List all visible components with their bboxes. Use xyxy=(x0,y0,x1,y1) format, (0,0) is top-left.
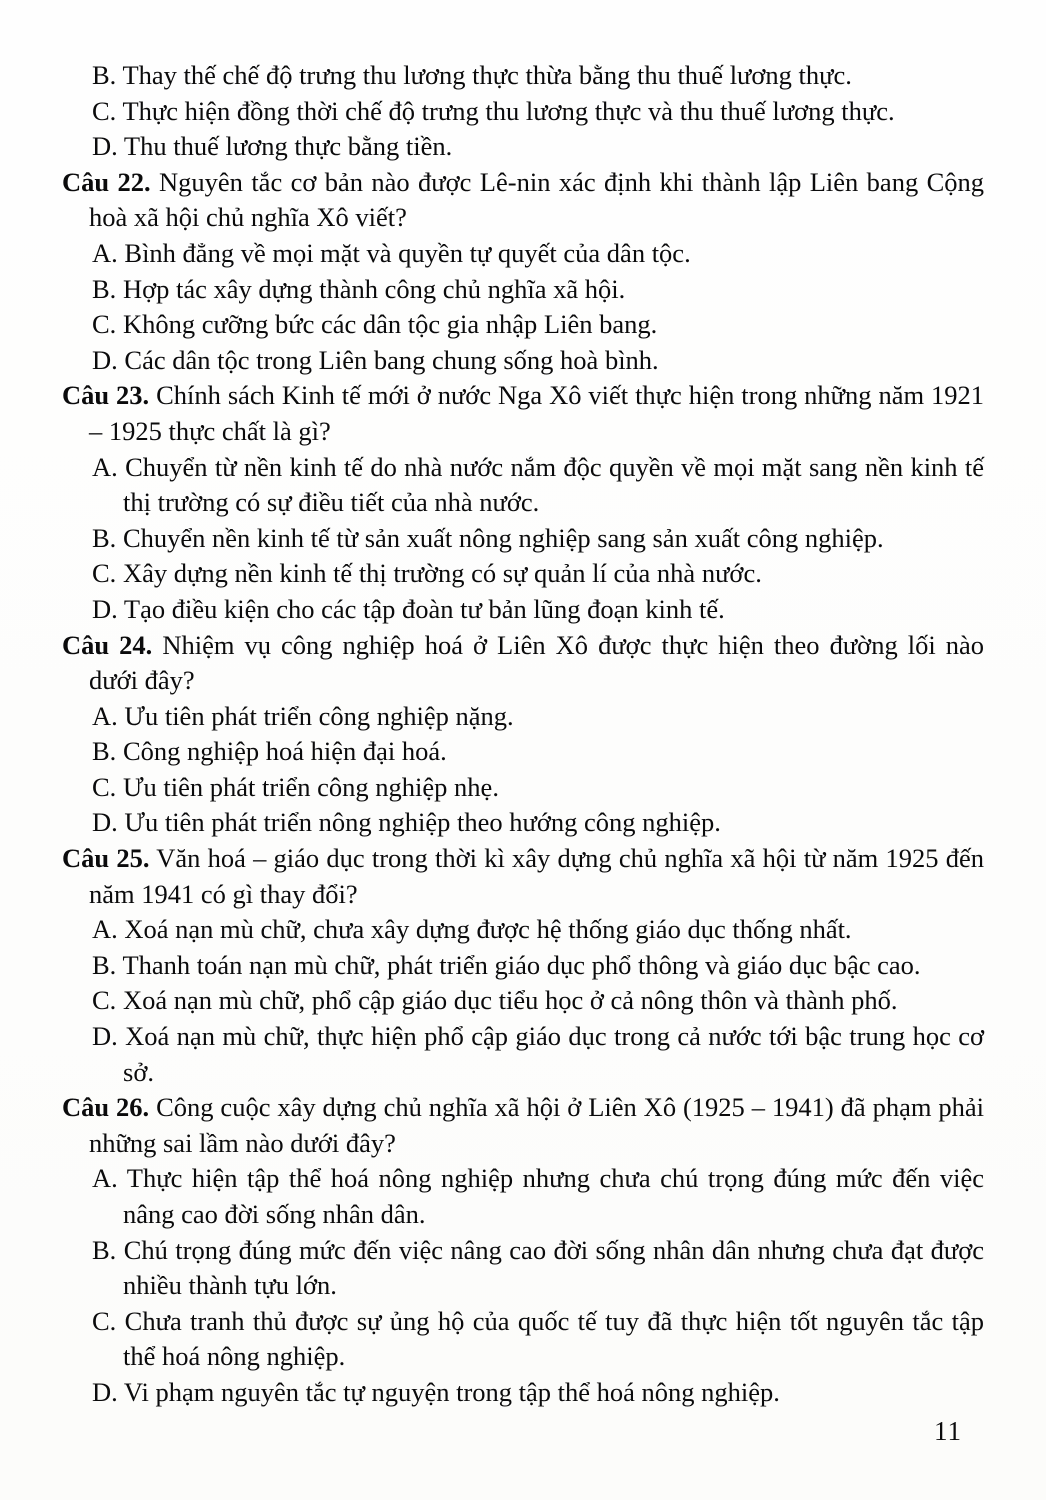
question-list xyxy=(62,58,984,1411)
option xyxy=(92,592,984,628)
question-label: Câu 24. xyxy=(62,629,153,660)
lead-option xyxy=(92,129,984,165)
option-letter: C. xyxy=(92,1305,117,1336)
option xyxy=(92,521,984,557)
option-letter: A. xyxy=(92,700,118,731)
lead-option xyxy=(92,58,984,94)
option-letter: D. xyxy=(92,131,118,162)
option-letter: B. xyxy=(92,60,117,90)
page-number: 11 xyxy=(934,1416,962,1446)
option-letter: B. xyxy=(92,522,117,553)
option xyxy=(92,1233,984,1304)
option-letter: C. xyxy=(92,771,117,802)
option-letter: D. xyxy=(92,344,118,375)
option-text: Xoá nạn mù chữ, phổ cập giáo dục tiểu học ở cả nông thôn và thành phố. xyxy=(122,985,898,1016)
option xyxy=(92,699,984,735)
question-text: Nhiệm vụ công nghiệp hoá ở Liên Xô được thực hiện theo đường lối nào dưới đây? xyxy=(89,629,984,696)
option-letter: A. xyxy=(92,451,118,482)
option xyxy=(92,983,984,1019)
question xyxy=(62,1090,984,1161)
option-text: Chưa tranh thủ được sự ủng hộ của quốc tế tuy đã thực hiện tốt nguyên tắc tập thể hoá nông nghiệp. xyxy=(123,1305,984,1372)
option-text: Thu thuế lương thực bằng tiền. xyxy=(123,131,453,162)
option-text: Ưu tiên phát triển nông nghiệp theo hướng công nghiệp. xyxy=(124,807,721,838)
lead-option xyxy=(92,94,984,130)
option-letter: C. xyxy=(92,95,117,126)
option-text: Thanh toán nạn mù chữ, phát triển giáo dục phổ thông và giáo dục bậc cao. xyxy=(122,949,921,980)
option-letter: D. xyxy=(92,1021,118,1052)
option-letter: C. xyxy=(92,309,117,340)
option-text: Hợp tác xây dựng thành công chủ nghĩa xã hội. xyxy=(122,273,626,304)
option xyxy=(92,236,984,272)
option-letter: D. xyxy=(92,1376,118,1407)
question-text: Công cuộc xây dựng chủ nghĩa xã hội ở Liên Xô (1925 – 1941) đã phạm phải những sai lầm nào dưới đây? xyxy=(89,1092,984,1158)
option xyxy=(92,450,984,521)
option-letter: B. xyxy=(92,949,117,980)
option xyxy=(92,272,984,308)
question-label: Câu 25. xyxy=(62,843,150,874)
option xyxy=(92,556,984,592)
option-letter: B. xyxy=(92,273,117,304)
option-text: Xây dựng nền kinh tế thị trường có sự quản lí của nhà nước. xyxy=(122,558,762,589)
option xyxy=(92,770,984,806)
option-letter: D. xyxy=(92,593,118,624)
option-letter: D. xyxy=(92,807,118,838)
option-text: Xoá nạn mù chữ, thực hiện phổ cập giáo dục trong cả nước tới bậc trung học cơ sở. xyxy=(123,1021,985,1087)
option-text: Không cưỡng bức các dân tộc gia nhập Liên bang. xyxy=(122,309,658,340)
option-text: Thay thế chế độ trưng thu lương thực thừa bằng thu thuế lương thực. xyxy=(122,60,852,90)
question-label: Câu 22. xyxy=(62,166,151,197)
option-text: Thực hiện tập thể hoá nông nghiệp nhưng chưa chú trọng đúng mức đến việc nâng cao đời sống nhân dân. xyxy=(123,1163,984,1229)
option xyxy=(92,805,984,841)
option-letter: A. xyxy=(92,1163,118,1194)
option-text: Tạo điều kiện cho các tập đoàn tư bản lũng đoạn kinh tế. xyxy=(123,593,725,624)
option-letter: C. xyxy=(92,985,117,1016)
option xyxy=(92,1304,984,1375)
option-letter: A. xyxy=(92,914,118,945)
question-text: Văn hoá – giáo dục trong thời kì xây dựng chủ nghĩa xã hội từ năm 1925 đến năm 1941 có gì thay đổi? xyxy=(89,843,984,909)
option-text: Bình đẳng về mọi mặt và quyền tự quyết của dân tộc. xyxy=(124,237,691,268)
option-text: Chuyển nền kinh tế từ sản xuất nông nghiệp sang sản xuất công nghiệp. xyxy=(122,522,884,553)
option xyxy=(92,948,984,984)
question xyxy=(62,841,984,912)
option-text: Chú trọng đúng mức đến việc nâng cao đời sống nhân dân nhưng chưa đạt được nhiều thành tựu lớn. xyxy=(123,1234,984,1301)
option xyxy=(92,343,984,379)
option-text: Vi phạm nguyên tắc tự nguyện trong tập thể hoá nông nghiệp. xyxy=(123,1376,780,1407)
option-letter: B. xyxy=(92,736,117,767)
question-label: Câu 26. xyxy=(62,1092,150,1123)
option xyxy=(92,1161,984,1232)
option xyxy=(92,912,984,948)
option xyxy=(92,1375,984,1411)
option-letter: B. xyxy=(92,1234,117,1265)
option-text: Ưu tiên phát triển công nghiệp nặng. xyxy=(124,700,514,731)
option-text: Xoá nạn mù chữ, chưa xây dựng được hệ thống giáo dục thống nhất. xyxy=(124,914,852,945)
question xyxy=(62,165,984,236)
option xyxy=(92,307,984,343)
option-text: Thực hiện đồng thời chế độ trưng thu lương thực và thu thuế lương thực. xyxy=(122,95,895,126)
question-text: Nguyên tắc cơ bản nào được Lê-nin xác định khi thành lập Liên bang Cộng hoà xã hội chủ nghĩa Xô viết? xyxy=(89,166,984,233)
option-text: Chuyển từ nền kinh tế do nhà nước nắm độc quyền về mọi mặt sang nền kinh tế thị trường có sự điều tiết của nhà nước. xyxy=(123,451,985,518)
option xyxy=(92,1019,984,1090)
question xyxy=(62,378,984,449)
option-text: Công nghiệp hoá hiện đại hoá. xyxy=(122,736,447,767)
option-text: Ưu tiên phát triển công nghiệp nhẹ. xyxy=(122,771,499,802)
option-letter: A. xyxy=(92,237,118,268)
question-text: Chính sách Kinh tế mới ở nước Nga Xô viết thực hiện trong những năm 1921 – 1925 thực chất là gì? xyxy=(89,380,984,446)
option-text: Các dân tộc trong Liên bang chung sống hoà bình. xyxy=(124,344,659,375)
question xyxy=(62,628,984,699)
option xyxy=(92,734,984,770)
option-letter: C. xyxy=(92,558,117,589)
question-label: Câu 23. xyxy=(62,380,150,411)
